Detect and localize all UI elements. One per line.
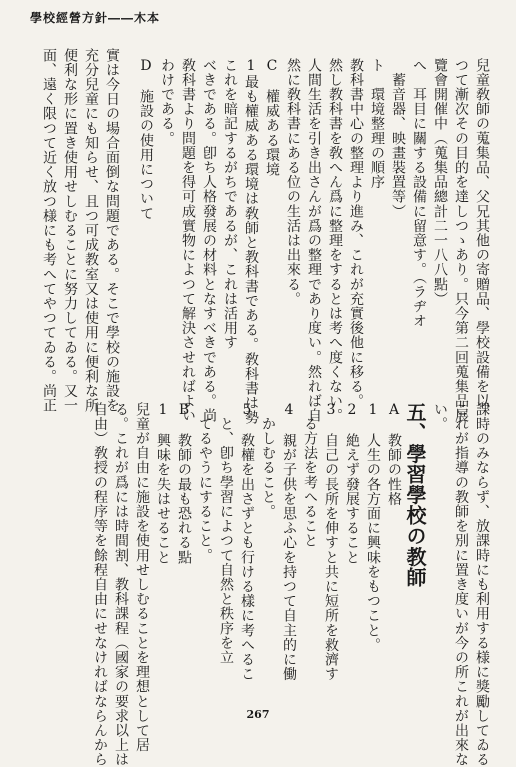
text-line: 兒童敎師の蒐集品、父兄其他の寄贈品、學校設備を以 xyxy=(474,58,490,409)
text-line: る。これが爲には時間割、教科課程（國家の要求以上は xyxy=(113,402,129,767)
list-item: る方法を考へること xyxy=(302,402,318,548)
text-line: 覽會開催中（蒐集品總計二一八八點） xyxy=(432,58,448,307)
text-line: 人間生活を引き出さんが爲の整理であり度い。然れば自 xyxy=(306,58,322,423)
text-line: 然に敎科書にある位の生活は出來る。 xyxy=(285,58,301,307)
text-line: これを暗記するがちであるが、これは活用す xyxy=(222,58,238,350)
list-item: 5 敎權を出さずとも行ける樣に考へるこ xyxy=(239,402,255,682)
text-line: 然し教科書を敎へん爲に整理をするとは考へ度くない。 xyxy=(327,58,343,423)
text-line: べきである。卽ち人格發展の材料となすべきである。尚 xyxy=(201,58,217,423)
text-line: 充分兒童にも知らせ、且つ可成教室又は使用に便利な所 xyxy=(83,48,99,413)
list-item: 4 親が子供を思ふ心を持つて自主的に働 xyxy=(281,402,297,682)
text-line: へ 耳目に關する設備に留意す。（ラヂオ xyxy=(411,58,427,329)
subsection-heading: B 教師の最も恐れる點 xyxy=(176,402,192,565)
text-line: 蓄音器、映畫裝置等） xyxy=(390,58,406,219)
running-header: 學校經營方針――木本 xyxy=(30,11,161,25)
text-line: これが指導の教師を別に置き度いが今の所これが出來な xyxy=(453,402,469,767)
text-line: 面、遠く限つて近く放つ様にも考へてやつてゐる。尚正 xyxy=(41,48,57,413)
text-line: 教科書中心の整理より進み、これが充實後他に移る。 xyxy=(348,58,364,409)
list-item: 1 興味を失はせること xyxy=(155,402,171,565)
text-line: 便利な形に置き使用せしむることに努力してゐる。又一 xyxy=(62,48,78,413)
text-line: つて漸次その目的を達しつゝあり。只今第二回蒐集品展 xyxy=(453,58,469,423)
text-line: ト 環境整理の順序 xyxy=(369,58,385,190)
text-line: 1最も權威ある環境は敎師と教科書である。敎科書は勢 xyxy=(243,58,259,425)
text-line: D 施設の使用について xyxy=(138,58,154,221)
list-item: 1 人生の各方面に興味をもつこと。 xyxy=(365,402,381,653)
list-item: かしむること。 xyxy=(260,402,276,519)
text-line: 實は今日の場合面倒な問題である。そこで學校の施設を xyxy=(104,48,120,413)
text-line: 敎科書より問題を得可成實物によつて解決させればよい xyxy=(180,58,196,423)
list-item: と、卽ち學習によつて自然と秩序を立 xyxy=(218,402,234,665)
text-line: わけである。 xyxy=(159,58,175,146)
list-item: てるやうにすること。 xyxy=(197,402,213,563)
text-block-upper xyxy=(124,58,492,425)
subsection-heading: A 教師の性格 xyxy=(386,402,402,507)
text-line: C 權威ある環境 xyxy=(264,58,280,177)
list-item: 3 自己の長所を伸すと共に短所を救濟す xyxy=(323,402,339,682)
text-line: い。 xyxy=(432,402,448,432)
section-heading: 五、學習學校の教師 xyxy=(403,402,427,588)
text-line: 課時のみならず、放課時にも利用する様に獎勵してゐる xyxy=(474,402,490,767)
list-item: 2 絶えず發展すること xyxy=(344,402,360,565)
page-number: 267 xyxy=(246,708,270,721)
text-line: 自由）敎授の程序等を餘程自由にせなければならんから xyxy=(92,402,108,767)
text-line: 兒童が自由に施設を使用せしむることを理想として居 xyxy=(134,402,150,753)
